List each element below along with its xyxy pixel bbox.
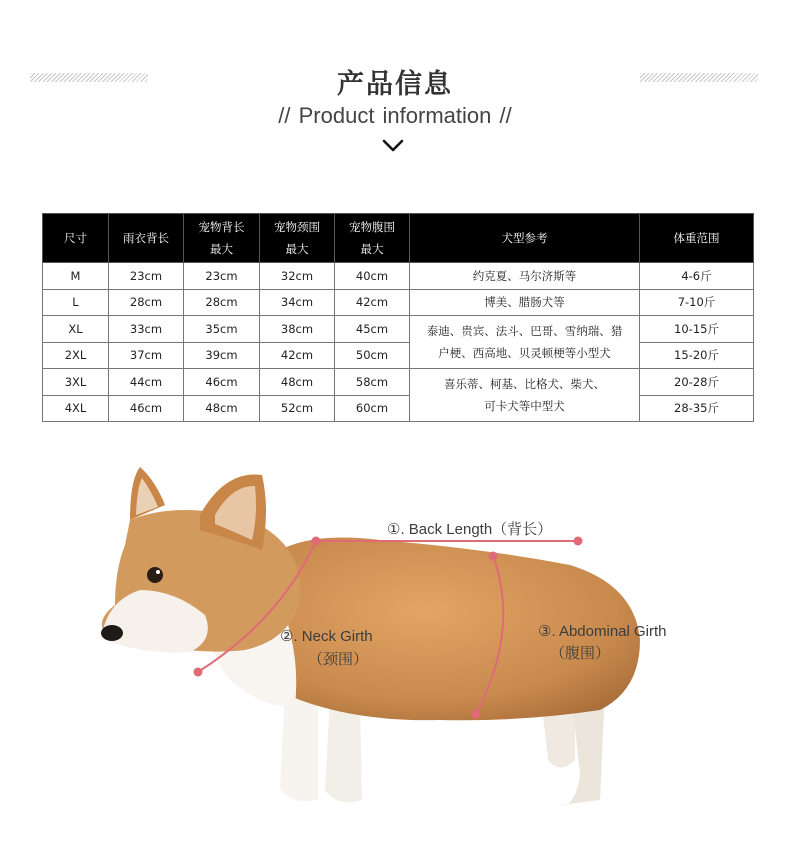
abdominal-girth-label: ③. Abdominal Girth [538, 623, 667, 640]
neck-girth-label: ②. Neck Girth [280, 628, 373, 645]
header-weight-range: 体重范围 [640, 214, 754, 263]
dog-measurement-diagram [0, 445, 790, 841]
cell-belly-girth: 42cm [335, 289, 410, 316]
cell-back-length: 28cm [184, 289, 260, 316]
cell-neck-girth: 42cm [260, 342, 335, 369]
cell-coat-length: 28cm [109, 289, 184, 316]
cell-breed-reference: 泰迪、贵宾、法斗、巴哥、雪纳瑞、猎 户梗、西高地、贝灵顿梗等小型犬 [410, 316, 640, 369]
cell-size: 4XL [43, 395, 109, 422]
cell-coat-length: 23cm [109, 263, 184, 290]
cell-weight-range: 28-35斤 [640, 395, 754, 422]
cell-belly-girth: 58cm [335, 369, 410, 396]
cell-weight-range: 7-10斤 [640, 289, 754, 316]
cell-back-length: 23cm [184, 263, 260, 290]
cell-breed-reference: 博美、腊肠犬等 [410, 289, 640, 316]
header-neck-girth: 宠物颈围 最大 [260, 214, 335, 263]
cell-belly-girth: 40cm [335, 263, 410, 290]
table-row [43, 289, 754, 316]
cell-size: M [43, 263, 109, 290]
cell-size: 2XL [43, 342, 109, 369]
page-title: 产品信息 [337, 69, 453, 100]
cell-weight-range: 4-6斤 [640, 263, 754, 290]
header-size: 尺寸 [43, 214, 109, 263]
cell-coat-length: 46cm [109, 395, 184, 422]
table-row [43, 395, 754, 422]
header-breed-reference: 犬型参考 [410, 214, 640, 263]
corgi-illustration [0, 445, 790, 841]
cell-neck-girth: 48cm [260, 369, 335, 396]
cell-back-length: 39cm [184, 342, 260, 369]
cell-back-length: 35cm [184, 316, 260, 343]
table-row [43, 369, 754, 396]
chevron-down-icon [381, 138, 405, 154]
size-table [42, 213, 754, 422]
cell-neck-girth: 32cm [260, 263, 335, 290]
table-row [43, 316, 754, 343]
cell-breed-reference: 喜乐蒂、柯基、比格犬、柴犬、 可卡犬等中型犬 [410, 369, 640, 422]
cell-coat-length: 44cm [109, 369, 184, 396]
back-length-label: ①. Back Length（背长） [387, 521, 553, 538]
cell-neck-girth: 34cm [260, 289, 335, 316]
neck-girth-zh-label: （颈围） [308, 651, 369, 668]
cell-size: XL [43, 316, 109, 343]
abdominal-girth-zh-label: （腹围） [550, 645, 611, 662]
cell-neck-girth: 52cm [260, 395, 335, 422]
cell-size: 3XL [43, 369, 109, 396]
table-header-row [43, 214, 754, 263]
cell-weight-range: 15-20斤 [640, 342, 754, 369]
table-row [43, 263, 754, 290]
cell-belly-girth: 45cm [335, 316, 410, 343]
cell-weight-range: 10-15斤 [640, 316, 754, 343]
cell-back-length: 48cm [184, 395, 260, 422]
cell-coat-length: 37cm [109, 342, 184, 369]
table-row [43, 342, 754, 369]
cell-belly-girth: 60cm [335, 395, 410, 422]
header-coat-length: 雨衣背长 [109, 214, 184, 263]
cell-neck-girth: 38cm [260, 316, 335, 343]
cell-size: L [43, 289, 109, 316]
cell-back-length: 46cm [184, 369, 260, 396]
page-subtitle: // Product information // [278, 103, 512, 128]
cell-breed-reference: 约克夏、马尔济斯等 [410, 263, 640, 290]
cell-weight-range: 20-28斤 [640, 369, 754, 396]
cell-belly-girth: 50cm [335, 342, 410, 369]
header-belly-girth: 宠物腹围 最大 [335, 214, 410, 263]
cell-coat-length: 33cm [109, 316, 184, 343]
header-back-length: 宠物背长 最大 [184, 214, 260, 263]
